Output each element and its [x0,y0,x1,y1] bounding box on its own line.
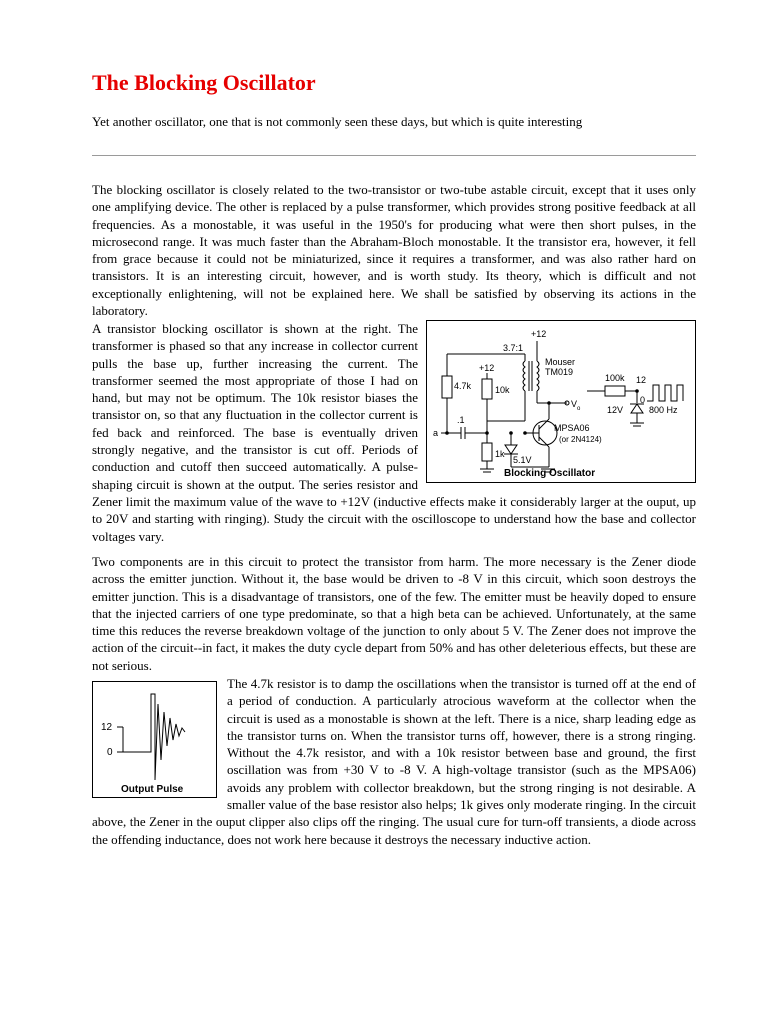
paragraph-intro: The blocking oscillator is closely related to the two-transistor or two-tube astable circuit, except that it uses only one amplifying device. The other is replaced by a pulse transformer, which provides strong positive feedback at all frequencies. As a monostable, it was useful in the 1950's for producing what were then short pulses, in the microsecond range. It was much faster than the Abraham-Bloch monostable. It the transistor era, however, it fell from grace because it could not be miniaturized, since it requires a transformer, and was also rather hard on transistors. It is an interesting circuit, however, and is worth study. Its theory, which is difficult and not exceptionally enlightening, will not be explained here. We shall be satisfied by observing its actions in the laboratory. [92,182,696,319]
page-subtitle: Yet another oscillator, one that is not commonly seen these days, but which is quite interesting [92,114,583,129]
pulse-caption: Output Pulse [121,784,184,795]
wave-low-label: 0 [640,395,646,405]
paragraph-circuit: A transistor blocking oscillator is shown at the right. The transformer is phased so that any increase in collector current pulls the base up, further increasing the current. The transformer seemed the most appropriate of those I had on hand, but may not be optimum. The 10k resistor biases the transistor on, so that any fluctuation in the collector current is fed back and reinforced. The base is eventually driven strongly negative, and the transistor is cut off. Periods of conduction and cutoff then succeed automatically. A pulse-shaping circuit is shown at the output. The series resistor and Zener limit the maximum value of the wave to +12V (inductive effects make it considerably larger at the ouput, up to 20V and starting with ringing). Study the circuit with the oscilloscope to understand how the base and collector voltages vary. [92,321,696,544]
frequency-label: 800 Hz [649,405,678,415]
pulse-tick-low: 0 [107,747,113,758]
output-pulse-waveform [93,682,216,797]
resistor-1k-label: 1k [495,449,505,459]
circuit-section [92,320,696,545]
pulse-section [92,675,696,848]
supply-top-label: +12 [531,329,547,339]
transformer-part-label: TM019 [545,367,574,377]
circuit-schematic [427,321,695,482]
circuit-caption: Blocking Oscillator [504,468,596,479]
transistor-label: MPSA06 [554,423,590,433]
paragraph-damping: The 4.7k resistor is to damp the oscillations when the transistor is turned off at the end of a period of conduction. A particularly atrocious waveform at the collector when the circuit is used as a monostable is shown at the left. There is a nice, sharp leading edge as the transistor turns on. When the transistor turns off, however, there is a strong ringing. Without the 4.7k resistor, and with a 10k resistor between base and ground, the first oscillation was from +30 V to -8 V. A high-voltage transistor (such as the MPSA06) avoids any problem with collector breakdown, but the strong ringing is not desirable. A smaller value of the base resistor also helps; 1k gives only moderate ringing. In the circuit above, the Zener in the ouput clipper also clips off the ringing. The usual cure for turn-off transients, a diode across the offending inductance, does not work here because it destroys the necessary inductive action. [92,676,696,847]
output-pulse-figure [92,681,217,798]
blocking-oscillator-figure [426,320,696,483]
page-title: The Blocking Oscillator [92,70,316,95]
resistor-10k-label: 10k [495,385,510,395]
resistor-100k-label: 100k [605,373,625,383]
zener-out-label: 12V [607,405,624,415]
output-label: $V_o$ [571,399,581,412]
pulse-tick-high: 12 [101,722,113,733]
transistor-alt-label: (or 2N4124) [559,435,602,444]
node-a-label: a [433,428,439,438]
horizontal-rule [92,155,696,156]
supply-base-label: +12 [479,363,495,373]
wave-high-label: 12 [636,375,647,385]
turns-ratio-label: 3.7:1 [503,343,524,353]
resistor-4-7k-label: 4.7k [454,381,472,391]
transformer-maker-label: Mouser [545,357,576,367]
zener-base-label: 5.1V [513,455,532,465]
paragraph-protection: Two components are in this circuit to protect the transistor from harm. The more necessary is the Zener diode across the emitter junction. Without it, the base would be driven to -8 V in this circuit, which soon destroys the emitter junction. This is a disadvantage of transistors, one of the few. The emitter must be heavily doped to ensure that the injected carriers of one type predominate, so that a high beta can be achieved. Unfortunately, at the same time this reduces the reverse breakdown voltage of the junction to only about 5 V. The Zener does not improve the action of the circuit--in fact, it makes the duty cycle depart from 50% and has other deleterious effects, but these are not serious. [92,554,696,673]
capacitor-label: .1 [457,415,465,425]
